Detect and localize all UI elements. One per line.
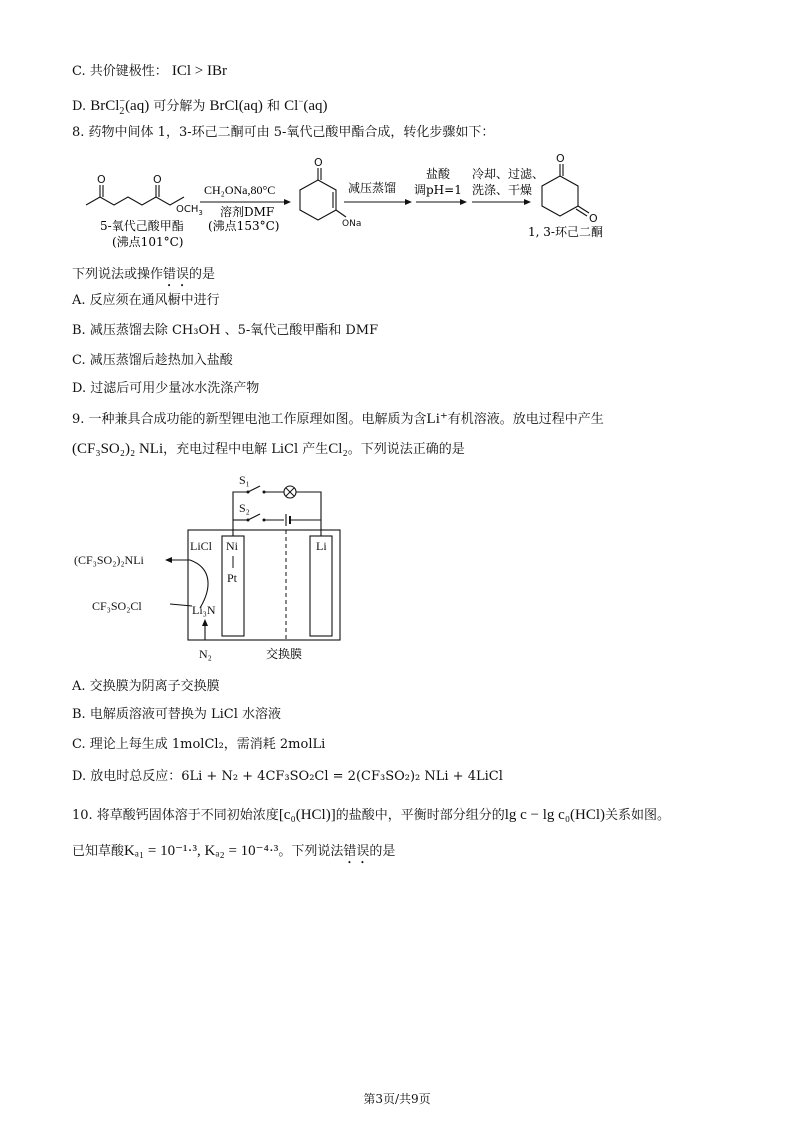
label-li3n: Li₃N	[192, 603, 216, 617]
option-7c-formula: ICl > IBr	[171, 63, 228, 79]
label-licl: LiCl	[190, 539, 213, 553]
mid-o: O	[314, 156, 323, 169]
option-7d-mid2: 和	[266, 99, 280, 114]
arrow-2-head	[405, 199, 412, 205]
start-och3: $OCH_3$	[176, 204, 203, 217]
label-n2: N₂	[199, 647, 212, 661]
option-7c-prefix: C. 共价键极性：	[72, 64, 168, 79]
option-7d-formula-a: BrCl − 2 (aq)	[90, 96, 150, 117]
arrow1-bottom: 溶剂DMF	[220, 205, 275, 219]
option-8c: C. 减压蒸馏后趁热加入盐酸	[72, 353, 233, 368]
option-7d-mid1: 可分解为	[153, 99, 206, 114]
arrow-3-head	[460, 199, 467, 205]
product-structure	[542, 164, 589, 216]
label-reagent: CF₃SO₂Cl	[92, 599, 142, 613]
arrow4-top-1: 冷却、过滤、	[472, 167, 545, 181]
label-s2: S₂	[239, 501, 250, 515]
battery-diagram	[72, 468, 372, 668]
arrow1-bottom-2: (沸点153°C)	[208, 219, 280, 233]
option-8a: A. 反应须在通风橱中进行	[72, 293, 220, 308]
mid-ona: ONa	[342, 219, 362, 229]
option-8d: D. 过滤后可用少量冰水洗涤产物	[72, 381, 260, 396]
label-product: (CF₃SO₂)₂NLi	[74, 553, 144, 567]
product-name: 1, 3-环己二酮	[528, 225, 603, 239]
curved-arrow	[170, 560, 208, 608]
start-structure	[86, 185, 184, 205]
question-8-stem: 8. 药物中间体 1，3-环己二酮可由 5-氧代己酸甲酯合成，转化步骤如下：	[72, 125, 495, 140]
option-9a: A. 交换膜为阴离子交换膜	[72, 679, 220, 694]
label-li: Li	[316, 539, 327, 553]
option-9b: B. 电解质溶液可替换为 LiCl 水溶液	[72, 707, 281, 722]
start-o2: O	[153, 173, 162, 186]
start-name: 5-氧代己酸甲酯	[100, 219, 184, 233]
option-7d-prefix: D.	[72, 99, 91, 114]
question-10-stem-2: 已知草酸Kₐ₁ = 10⁻¹·³, Kₐ₂ = 10⁻⁴·³。下列说法错误的是	[72, 843, 396, 859]
arrow3-top-2: 调pH=1	[414, 183, 462, 197]
question-9-stem-1: 9. 一种兼具合成功能的新型锂电池工作原理如图。电解质为含Li⁺有机溶液。放电过程中产生	[72, 411, 604, 427]
arrow2-top: 减压蒸馏	[348, 181, 397, 195]
label-pt: Pt	[227, 571, 238, 585]
arrow4-top-2: 洗涤、干燥	[472, 183, 533, 197]
reaction-scheme	[72, 150, 732, 260]
label-s1: S₁	[239, 473, 250, 487]
label-membrane: 交换膜	[266, 647, 303, 661]
arrow-4-head	[524, 199, 531, 205]
start-bp: (沸点101°C)	[112, 235, 184, 249]
page-footer: 第3页/共9页	[363, 1092, 431, 1106]
arrow1-top: CH₂ONa,80°C	[204, 183, 276, 197]
option-7d-formula-b: BrCl(aq)	[209, 98, 263, 114]
option-9c: C. 理论上每生成 1molCl₂，需消耗 2molLi	[72, 737, 326, 752]
product-o1: O	[556, 152, 565, 165]
arrow3-top-1: 盐酸	[426, 167, 451, 181]
question-8-ask: 下列说法或操作错误的是	[72, 267, 216, 282]
option-7d-formula-c: Cl−(aq)	[284, 96, 328, 114]
label-ni: Ni	[226, 539, 238, 553]
arrow-1-head	[284, 199, 291, 205]
option-9d: D. 放电时总反应：6Li + N₂ + 4CF₃SO₂Cl = 2(CF₃SO₂)₂ NLi + 4LiCl	[72, 769, 503, 784]
option-7d	[72, 92, 328, 117]
start-o1: O	[97, 173, 106, 186]
li-ion: Li⁺	[426, 411, 448, 427]
question-9-stem-2: (CF₃SO₂)₂ NLi，充电过程中电解 LiCl 产生Cl₂。下列说法正确的是	[72, 441, 465, 457]
option-7c	[72, 62, 227, 81]
intermediate-structure	[300, 168, 346, 220]
option-8b: B. 减压蒸馏去除 CH₃OH 、5-氧代己酸甲酯和 DMF	[72, 323, 379, 338]
question-10-stem-1: 10. 将草酸钙固体溶于不同初始浓度[c₀(HCl)]的盐酸中，平衡时部分组分的lg c − lg c₀(HCl)关系如图。	[72, 807, 671, 823]
product-o2: O	[589, 212, 598, 225]
